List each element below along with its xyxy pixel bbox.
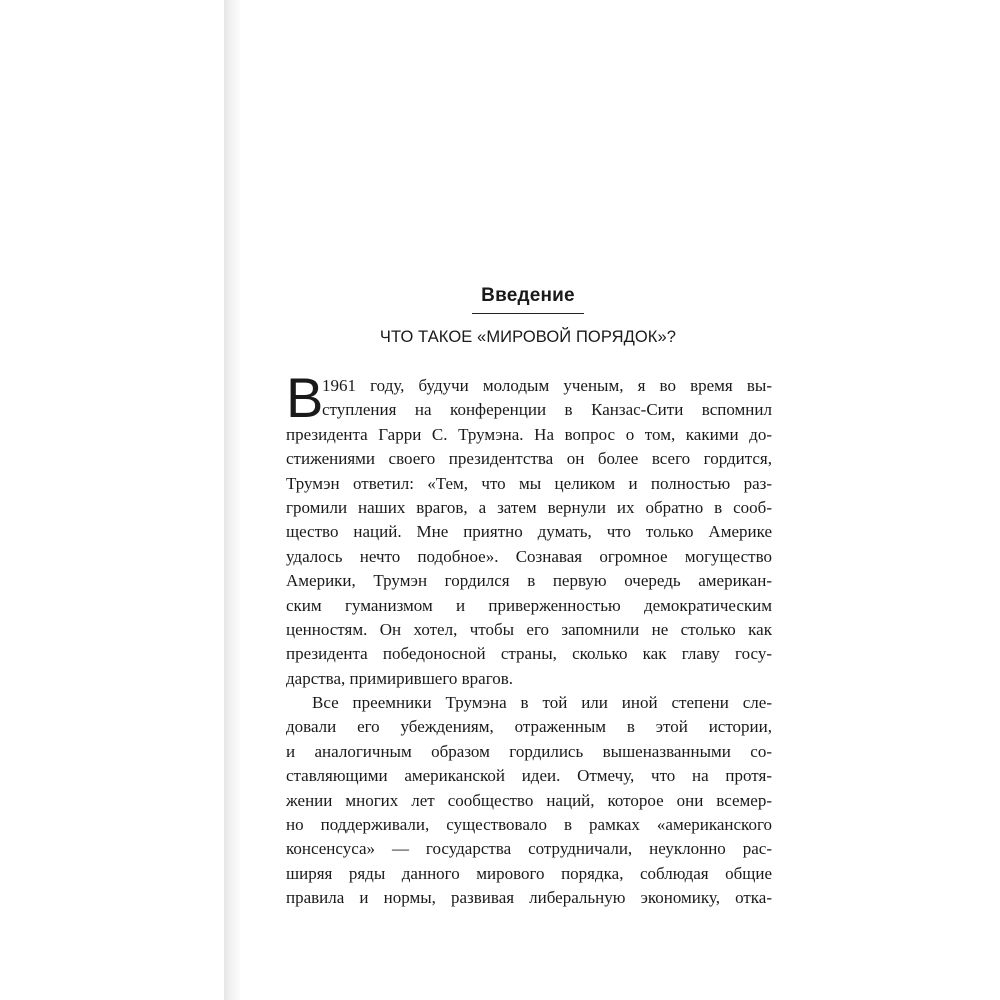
paragraph2-line: ставляющими американской идеи. Отмечу, что на протя- [286, 766, 772, 786]
paragraph1-line: президента победоносной страны, сколько как главу госу- [286, 644, 772, 664]
paragraph1-line: щество наций. Мне приятно думать, что только Америке [286, 522, 772, 542]
paragraph1-line: громили наших врагов, а затем вернули их обратно в сооб- [286, 497, 772, 517]
paragraph1-line: Америки, Трумэн гордился в первую очередь американ- [286, 571, 772, 591]
paragraph2-line: Все преемники Трумэна в той или иной степени сле- [312, 693, 772, 713]
paragraph1-line: Трумэн ответил: «Тем, что мы целиком и полностью раз- [286, 473, 772, 493]
paragraph1-line: президента Гарри С. Трумэна. На вопрос о том, какими до- [286, 424, 772, 444]
body-text [286, 366, 772, 911]
chapter-heading: Введение [481, 285, 575, 306]
paragraph1-line: ским гуманизмом и приверженностью демократическим [286, 595, 772, 615]
paragraph2-line: консенсуса» — государства сотрудничали, неуклонно рас- [286, 839, 772, 859]
paragraph1-line: дарства, примирившего врагов. [286, 668, 514, 688]
paragraph2-line: довали его убеждениям, отраженным в этой истории, [286, 717, 772, 737]
paragraph2-line: жении многих лет сообщество наций, которое они всемер- [286, 790, 772, 810]
paragraph2-line: и аналогичным образом гордились вышеназванными со- [286, 741, 772, 761]
drop-cap: В [286, 366, 324, 429]
paragraph2-line: правила и нормы, развивая либеральную экономику, отка- [286, 888, 772, 908]
paragraph1-line: удалось нечто подобное». Сознавая огромное могущество [286, 546, 772, 566]
paragraph2-line: ширяя ряды данного мирового порядка, соблюдая общие [286, 863, 772, 883]
paragraph2-line: но поддерживали, существовало в рамках «американского [286, 815, 772, 835]
paragraph1-line: ценностям. Он хотел, чтобы его запомнили не столько как [286, 619, 772, 639]
paragraph1-line: 1961 году, будучи молодым ученым, я во время вы- [322, 376, 772, 395]
heading-underline [472, 313, 584, 314]
chapter-subtitle: ЧТО ТАКОЕ «МИРОВОЙ ПОРЯДОК»? [379, 328, 677, 346]
book-spine-shadow [224, 0, 240, 1000]
paragraph1-line: стижениями своего президентства он более всего гордится, [286, 449, 772, 469]
paragraph1-line: ступления на конференции в Канзас-Сити вспомнил [322, 400, 772, 420]
